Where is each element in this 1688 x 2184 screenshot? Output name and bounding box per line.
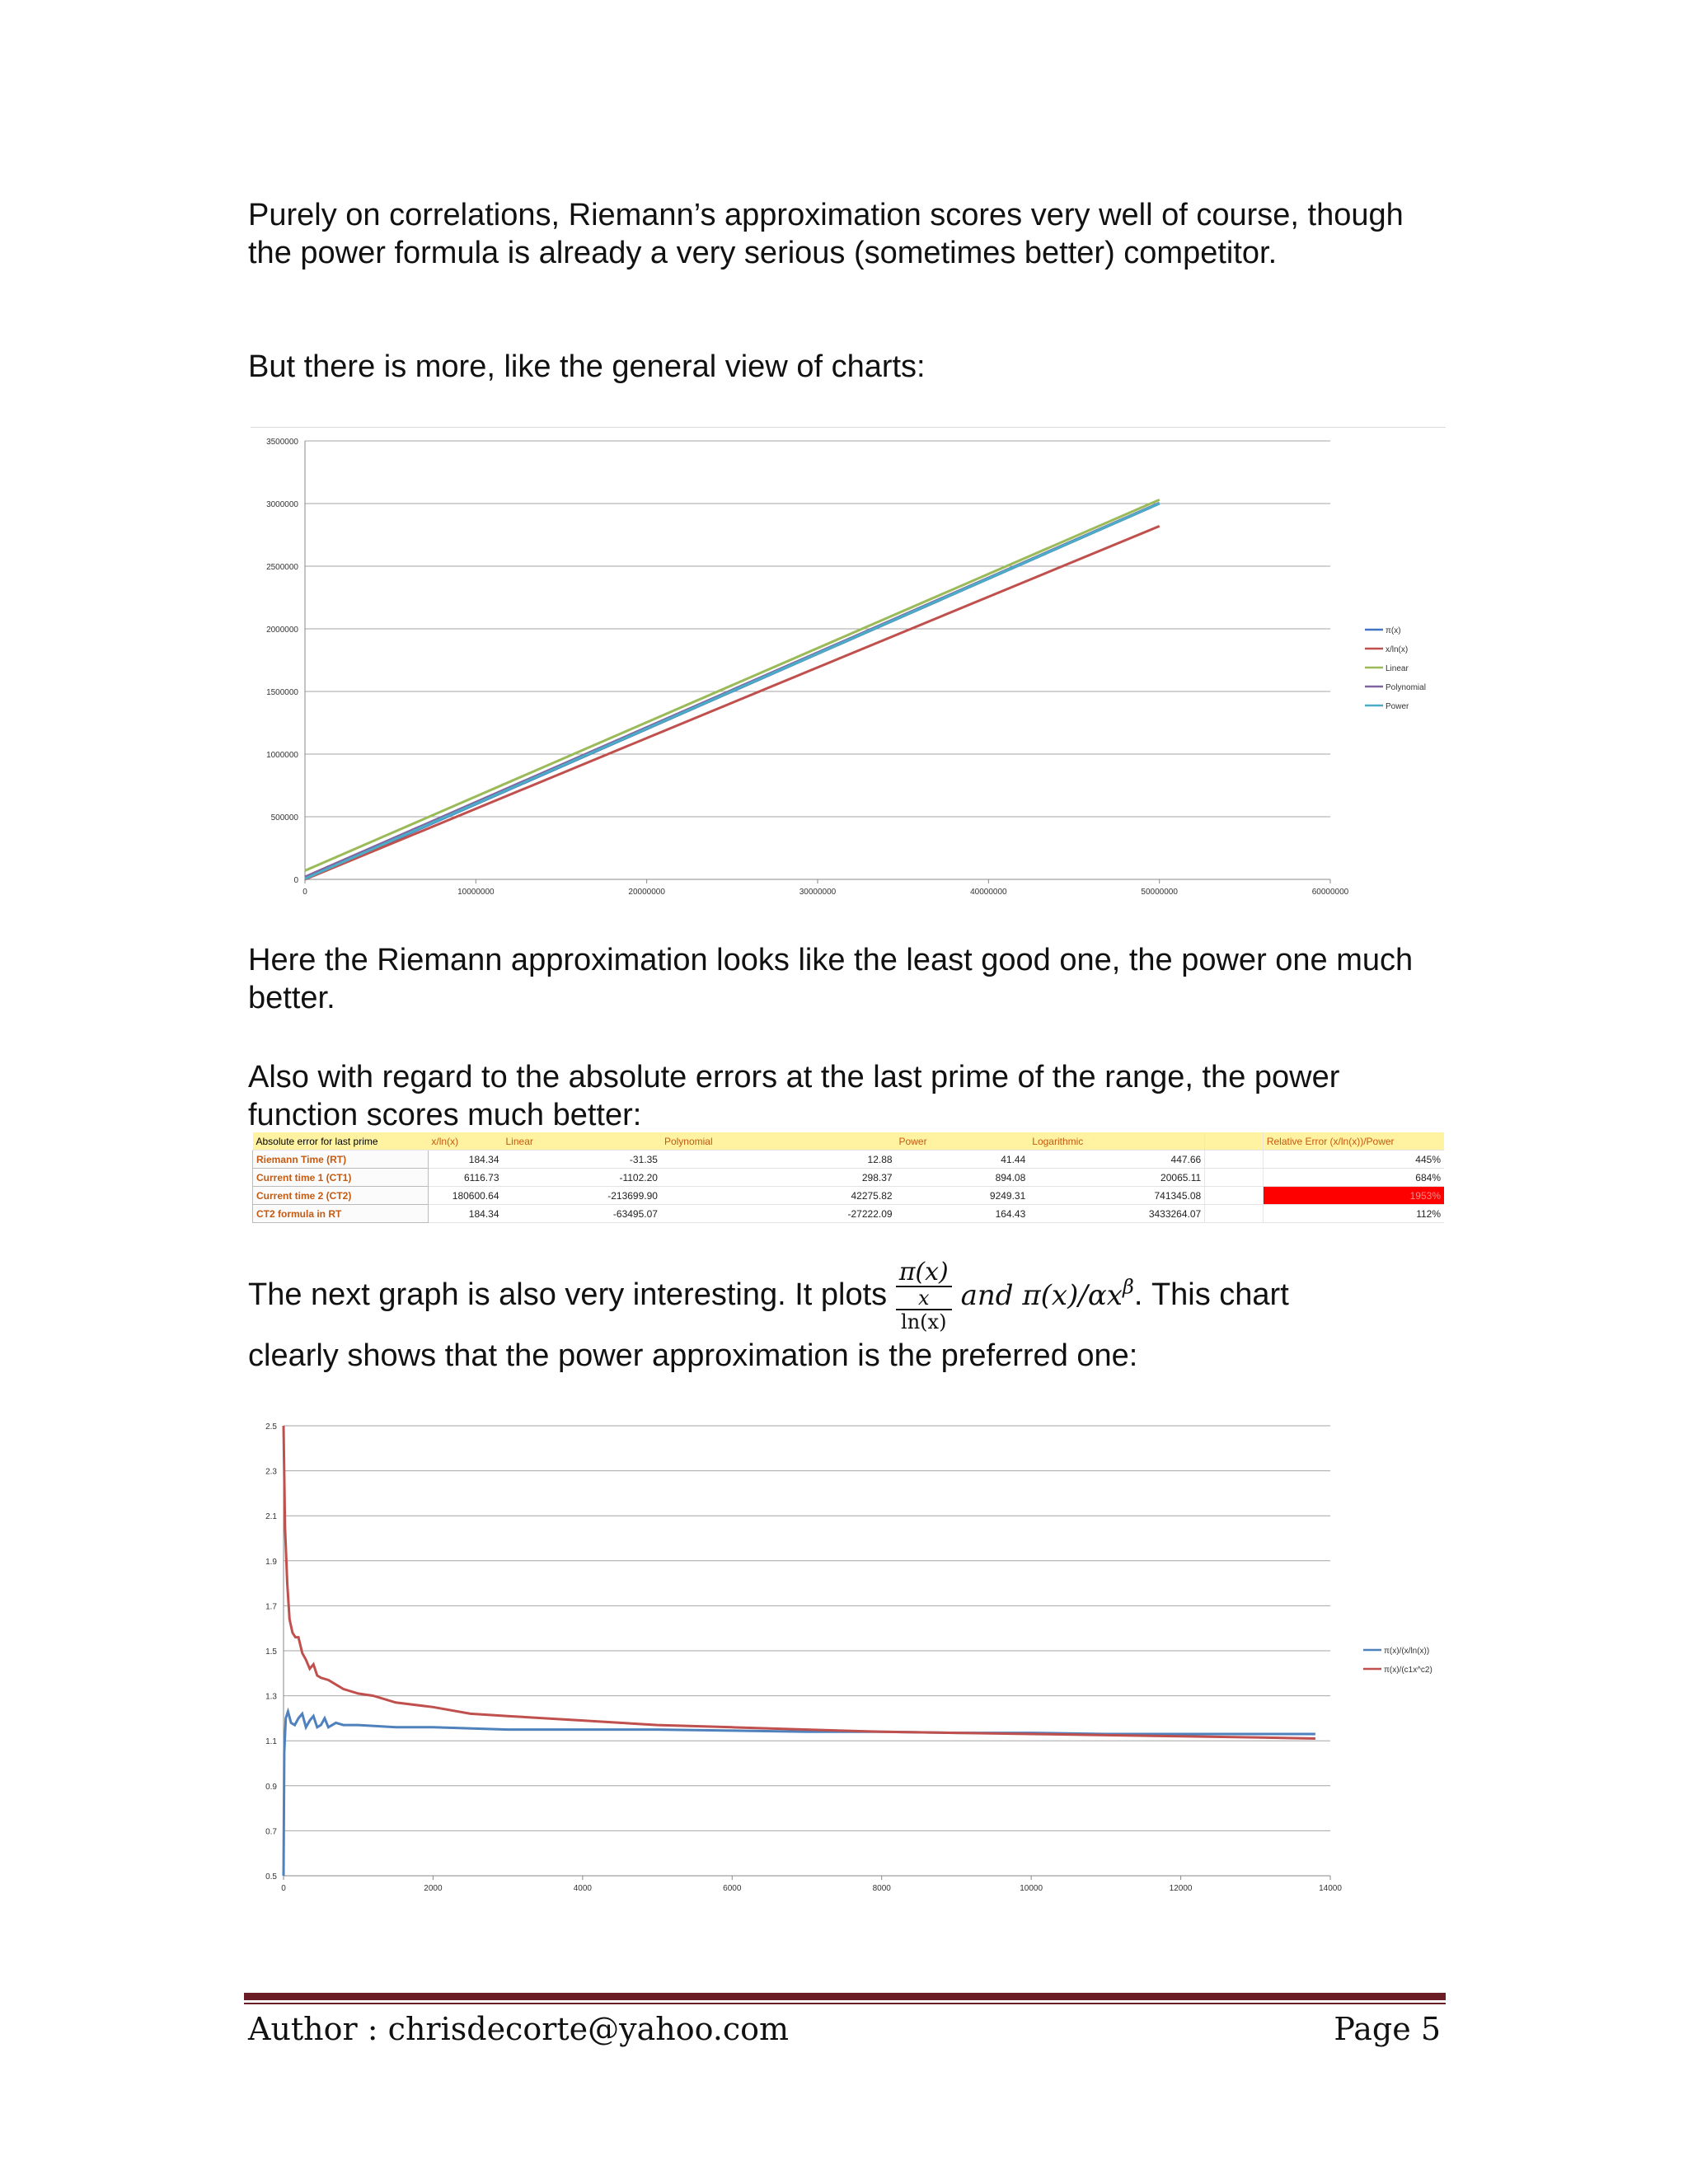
table-header-cell: Polynomial	[661, 1132, 896, 1151]
table-header-cell: Power	[896, 1132, 1029, 1151]
footer-page-number: Page 5	[1334, 2011, 1441, 2047]
cell-blank	[1205, 1187, 1264, 1205]
y-tick-label: 2000000	[266, 626, 298, 635]
row-label: Riemann Time (RT)	[253, 1151, 429, 1169]
cell-xln: 6116.73	[428, 1169, 502, 1187]
cell-polynomial: 42275.82	[661, 1187, 896, 1205]
y-tick-label: 1500000	[266, 688, 298, 697]
chart-prime-approximations	[251, 427, 1446, 906]
table-header-cell: x/ln(x)	[428, 1132, 502, 1151]
y-tick-label: 0.5	[265, 1872, 277, 1882]
absolute-error-table	[252, 1132, 1444, 1223]
y-tick-label: 3500000	[266, 438, 298, 447]
x-tick-label: 30000000	[799, 888, 837, 897]
paragraph-riemann-least-good: Here the Riemann approximation looks like the least good one, the power one much better.	[248, 943, 1414, 1015]
legend-entry: Polynomial	[1386, 683, 1426, 692]
x-tick-label: 2000	[424, 1884, 443, 1893]
y-tick-label: 500000	[270, 813, 298, 823]
paragraph-general-view: But there is more, like the general view of charts:	[248, 349, 926, 384]
formula-power: and π(x)/αx	[951, 1279, 1123, 1313]
table-header-cell: Linear	[503, 1132, 661, 1151]
table-header-cell: Absolute error for last prime	[253, 1132, 429, 1151]
cell-power: 41.44	[896, 1151, 1029, 1169]
x-tick-label: 40000000	[970, 888, 1007, 897]
cell-linear: -63495.07	[503, 1205, 661, 1223]
p5-text-after: . This chart	[1133, 1277, 1289, 1313]
table-row	[253, 1151, 1445, 1169]
cell-logarithmic: 741345.08	[1029, 1187, 1204, 1205]
cell-relative-error-highlight: 1953%	[1263, 1187, 1444, 1205]
fraction-denominator: ln(x)	[896, 1309, 952, 1333]
cell-blank	[1205, 1151, 1264, 1169]
x-tick-label: 20000000	[628, 888, 665, 897]
table-row	[253, 1169, 1445, 1187]
cell-power: 9249.31	[896, 1187, 1029, 1205]
cell-polynomial: 298.37	[661, 1169, 896, 1187]
row-label: Current time 2 (CT2)	[253, 1187, 429, 1205]
table-header-cell: Relative Error (x/ln(x))/Power	[1263, 1132, 1444, 1151]
cell-logarithmic: 20065.11	[1029, 1169, 1204, 1187]
y-tick-label: 2.1	[265, 1512, 277, 1522]
table-row	[253, 1187, 1445, 1205]
y-tick-label: 0.7	[265, 1827, 277, 1837]
x-tick-label: 14000	[1319, 1884, 1342, 1893]
paragraph-preferred: clearly shows that the power approximation is the preferred one:	[248, 1338, 1138, 1373]
cell-relative-error: 112%	[1263, 1205, 1444, 1223]
legend-entry: x/ln(x)	[1386, 645, 1409, 654]
cell-xln: 184.34	[428, 1205, 502, 1223]
table-header-cell: Logarithmic	[1029, 1132, 1204, 1151]
x-tick-label: 0	[302, 888, 307, 897]
cell-logarithmic: 3433264.07	[1029, 1205, 1204, 1223]
x-tick-label: 4000	[573, 1884, 592, 1893]
paragraph-correlations: Purely on correlations, Riemann’s approximation scores very well of course, though the power formula is already a very serious (sometimes better) competitor.	[248, 198, 1404, 270]
series-line	[305, 526, 1160, 879]
cell-power: 164.43	[896, 1205, 1029, 1223]
row-label: Current time 1 (CT1)	[253, 1169, 429, 1187]
chart-ratio-convergence	[247, 1411, 1446, 1905]
y-tick-label: 1.5	[265, 1647, 277, 1657]
cell-linear: -213699.90	[503, 1187, 661, 1205]
x-tick-label: 6000	[723, 1884, 742, 1893]
legend-entry: π(x)	[1386, 626, 1401, 635]
x-tick-label: 12000	[1169, 1884, 1193, 1893]
footer-rule-thin	[244, 2003, 1446, 2004]
cell-logarithmic: 447.66	[1029, 1151, 1204, 1169]
cell-power: 894.08	[896, 1169, 1029, 1187]
chart1-svg	[251, 428, 1446, 906]
legend-entry: Power	[1386, 702, 1409, 711]
footer-rule-thick	[244, 1993, 1446, 2000]
fraction-middle: x	[896, 1286, 952, 1309]
fraction-numerator: π(x)	[898, 1258, 949, 1286]
series-line	[305, 504, 1160, 879]
cell-xln: 180600.64	[428, 1187, 502, 1205]
y-tick-label: 0	[293, 876, 298, 885]
cell-relative-error: 684%	[1263, 1169, 1444, 1187]
y-tick-label: 1.1	[265, 1737, 277, 1747]
cell-linear: -31.35	[503, 1151, 661, 1169]
footer-author: Author : chrisdecorte@yahoo.com	[248, 2011, 790, 2047]
x-tick-label: 10000	[1020, 1884, 1043, 1893]
y-tick-label: 2500000	[266, 563, 298, 572]
cell-relative-error: 445%	[1263, 1151, 1444, 1169]
legend-entry: π(x)/(c1x^c2)	[1384, 1666, 1432, 1675]
table-row	[253, 1205, 1445, 1223]
paragraph-next-graph	[248, 1259, 1451, 1333]
table-header-cell	[1205, 1132, 1264, 1151]
x-tick-label: 50000000	[1141, 888, 1178, 897]
legend-entry: π(x)/(x/ln(x))	[1384, 1647, 1430, 1656]
chart2-svg	[247, 1411, 1446, 1905]
y-tick-label: 1000000	[266, 751, 298, 760]
cell-blank	[1205, 1205, 1264, 1223]
paragraph-absolute-errors: Also with regard to the absolute errors at the last prime of the range, the power function scores much better:	[248, 1060, 1340, 1132]
x-tick-label: 10000000	[457, 888, 495, 897]
cell-polynomial: 12.88	[661, 1151, 896, 1169]
row-label: CT2 formula in RT	[253, 1205, 429, 1223]
y-tick-label: 2.3	[265, 1467, 277, 1477]
y-tick-label: 2.5	[265, 1422, 277, 1432]
x-tick-label: 8000	[872, 1884, 891, 1893]
y-tick-label: 1.9	[265, 1557, 277, 1567]
series-line	[305, 499, 1160, 870]
series-line	[284, 1426, 1315, 1739]
cell-xln: 184.34	[428, 1151, 502, 1169]
formula-fraction	[896, 1259, 952, 1333]
cell-linear: -1102.20	[503, 1169, 661, 1187]
p5-text-before: The next graph is also very interesting. It plots	[248, 1277, 896, 1313]
y-tick-label: 0.9	[265, 1782, 277, 1792]
y-tick-label: 1.3	[265, 1692, 277, 1702]
table-header-row	[253, 1132, 1445, 1151]
cell-blank	[1205, 1169, 1264, 1187]
x-tick-label: 0	[281, 1884, 286, 1893]
x-tick-label: 60000000	[1311, 888, 1349, 897]
cell-polynomial: -27222.09	[661, 1205, 896, 1223]
y-tick-label: 1.7	[265, 1602, 277, 1612]
legend-entry: Linear	[1386, 664, 1409, 673]
y-tick-label: 3000000	[266, 500, 298, 509]
formula-beta: β	[1122, 1275, 1134, 1299]
